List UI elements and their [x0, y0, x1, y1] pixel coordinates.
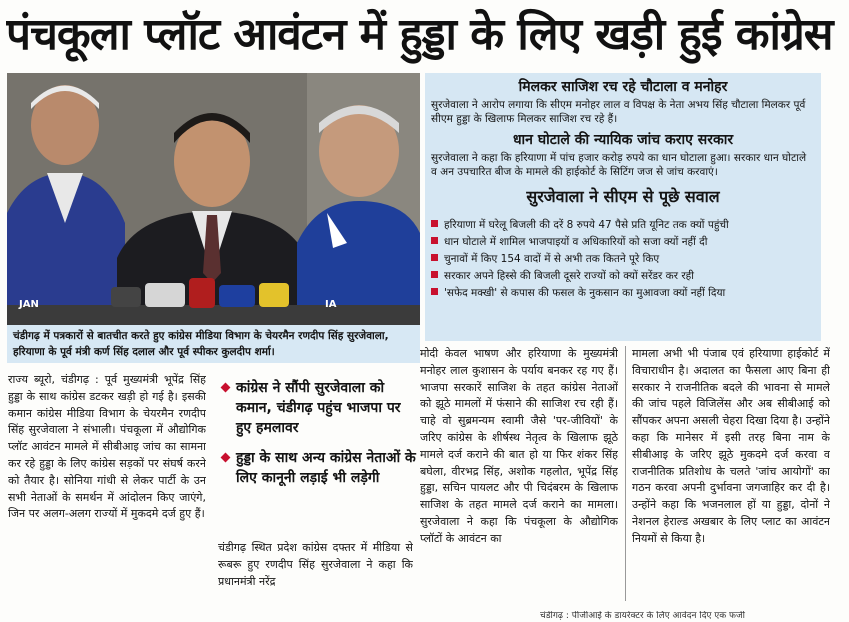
highlight-text: हुड्डा के साथ अन्य कांग्रेस नेताओं के लिए कानूनी लड़ाई भी लड़ेगी — [236, 450, 416, 486]
photo-caption: चंडीगढ़ में पत्रकारों से बातचीत करते हुए कांग्रेस मीडिया विभाग के चेयरमैन रणदीप सिंह सुरजेवाला, हरियाणा के पूर्व मंत्री कर्ण सिंह दलाल और पूर्व स्पीकर कुलदीप शर्मा। — [7, 325, 420, 363]
question-item — [431, 234, 815, 251]
sidebar-para-1: सुरजेवाला ने आरोप लगाया कि सीएम मनोहर लाल व विपक्ष के नेता अभय सिंह चौटाला मिलकर पूर्व सीएम हुड्डा के खिलाफ मिलकर साजिश रच रहे हैं। — [431, 99, 806, 125]
red-square-icon — [431, 220, 438, 227]
sidebar-heading-2: धान घोटाले की न्यायिक जांच कराए सरकार — [512, 132, 734, 148]
next-article-snippet: चंडीगढ़ : पीजीआई के डायरेक्टर के लिए आवेदन दिए एक फर्जी — [540, 611, 746, 621]
article-column-1: राज्य ब्यूरो, चंडीगढ़ : पूर्व मुख्यमंत्री भूपेंद्र सिंह हुड्डा के साथ कांग्रेस डटकर खड़ी हो गई है। इसकी कमान कांग्रेस मीडिया विभाग के चेयरमैन रणदीप सिंह सुरजेवाला ने संभाली। पंचकूला में औद्योगिक प्लॉट आवंटन मामले में सीबीआइ जांच का सामना कर रहे हुड्डा के लिए कांग्रेस सड़कों पर संघर्ष करने को तैयार है। सोनिया गांधी से लेकर पार्टी के उन सभी नेताओं के समर्थन में आंदोलन किए जाएंगे, जिन पर अलग-अलग राज्यों में मुकदमे दर्ज हुए हैं। — [8, 373, 206, 521]
sidebar-para-2: सुरजेवाला ने कहा कि हरियाणा में पांच हजार करोड़ रुपये का धान घोटाला हुआ। सरकार धान घोटाले व अन उपचारित बीज के मामले की हाईकोर्ट के सिटिंग जज से जांच करवाएं। — [431, 152, 807, 178]
question-item — [431, 285, 815, 302]
highlight-bullet — [220, 378, 418, 438]
sidebar-box — [425, 73, 821, 341]
highlight-text: कांग्रेस ने सौंपी सुरजेवाला को कमान, चंडीगढ़ पहुंच भाजपा पर हुए हमलावर — [236, 380, 401, 436]
question-item — [431, 251, 815, 268]
question-text: सरकार अपने हिस्से की बिजली दूसरे राज्यों को क्यों सरेंडर कर रही — [444, 270, 694, 282]
mic-label-left: JAN — [19, 299, 39, 310]
question-item — [431, 217, 815, 234]
question-text: चुनावों में किए 154 वादों में से अभी तक कितने पूरे किए — [444, 253, 660, 265]
red-diamond-icon — [221, 453, 231, 463]
article-column-4: मामला अभी भी पंजाब एवं हरियाणा हाईकोर्ट में विचाराधीन है। अदालत का फैसला आए बिना ही सरकार ने राजनीतिक बदले की भावना से मामले की जांच पहले विजिलेंस और अब सीबीआई को सौंपकर अपना असली चेहरा दिखा दिया है। उन्होंने कहा कि मानेसर में इसी तरह बिना नाम के सीबीआइ के जरिए झूठे मुकदमे दर्ज करवा व राजनीतिक प्रतिशोध के चलते 'जांच आयोगों' का गठन करवा अपनी दुर्भावना जगजाहिर कर दी है। उन्होंने कहा कि भजनलाल हों या हुड्डा, दोनों ने नेशनल हेराल्ड अखबार के लिए प्लाट का आवंटन नियमों से किया है। — [632, 347, 830, 545]
question-text: 'सफेद मक्खी' से कपास की फसल के नुकसान का मुआवजा क्यों नहीं दिया — [444, 287, 726, 299]
article-column-2: चंडीगढ़ स्थित प्रदेश कांग्रेस दफ्तर में मीडिया से रूबरू हुए रणदीप सिंह सुरजेवाला ने कहा कि प्रधानमंत्री नरेंद्र — [218, 541, 413, 588]
red-square-icon — [431, 271, 438, 278]
question-text: हरियाणा में घरेलू बिजली की दरें 8 रुपये 47 पैसे प्रति यूनिट तक क्यों पहुंची — [444, 219, 729, 231]
red-square-icon — [431, 237, 438, 244]
red-square-icon — [431, 254, 438, 261]
sidebar-heading-1: मिलकर साजिश रच रहे चौटाला व मनोहर — [518, 79, 728, 95]
article-column-3: मोदी केवल भाषण और हरियाणा के मुख्यमंत्री मनोहर लाल कुशासन के पर्याय बनकर रह गए हैं। भाजपा सरकारें साजिश के तहत कांग्रेस नेताओं को झूठे मामलों में फंसाने की साजिश रच रही हैं। चाहे वो सुब्रमन्यम स्वामी जैसे 'पर-जीवियों' के जरिए कांग्रेस के शीर्षस्थ नेतृत्व के खिलाफ झूठे मामले दर्ज कराने की बात हो या फिर शंकर सिंह बघेला, वीरभद्र सिंह, अशोक गहलोत, भूपेंद्र सिंह हुड्डा, सचिन पायलट और पी चिदंबरम के खिलाफ साजिश के तहत मामले दर्ज कराने का मामला। सुरजेवाला ने कहा कि पंचकूला के औद्योगिक प्लॉटों के आवंटन का — [420, 347, 618, 545]
mic-label-right: IA — [325, 299, 337, 310]
sidebar-heading-3: सुरजेवाला ने सीएम से पूछे सवाल — [526, 187, 720, 206]
photo-illustration — [7, 73, 420, 325]
highlight-bullets — [220, 378, 418, 528]
highlight-bullet — [220, 448, 418, 488]
question-item — [431, 268, 815, 285]
headline: पंचकूला प्लॉट आवंटन में हुड्डा के लिए खड़ी हुई कांग्रेस — [6, 9, 833, 60]
column-divider — [625, 346, 626, 601]
red-diamond-icon — [221, 383, 231, 393]
question-list — [431, 217, 815, 302]
press-conference-photo — [7, 73, 420, 325]
red-square-icon — [431, 288, 438, 295]
question-text: धान घोटाले में शामिल भाजपाइयों व अधिकारियों को सजा क्यों नहीं दी — [444, 236, 708, 248]
